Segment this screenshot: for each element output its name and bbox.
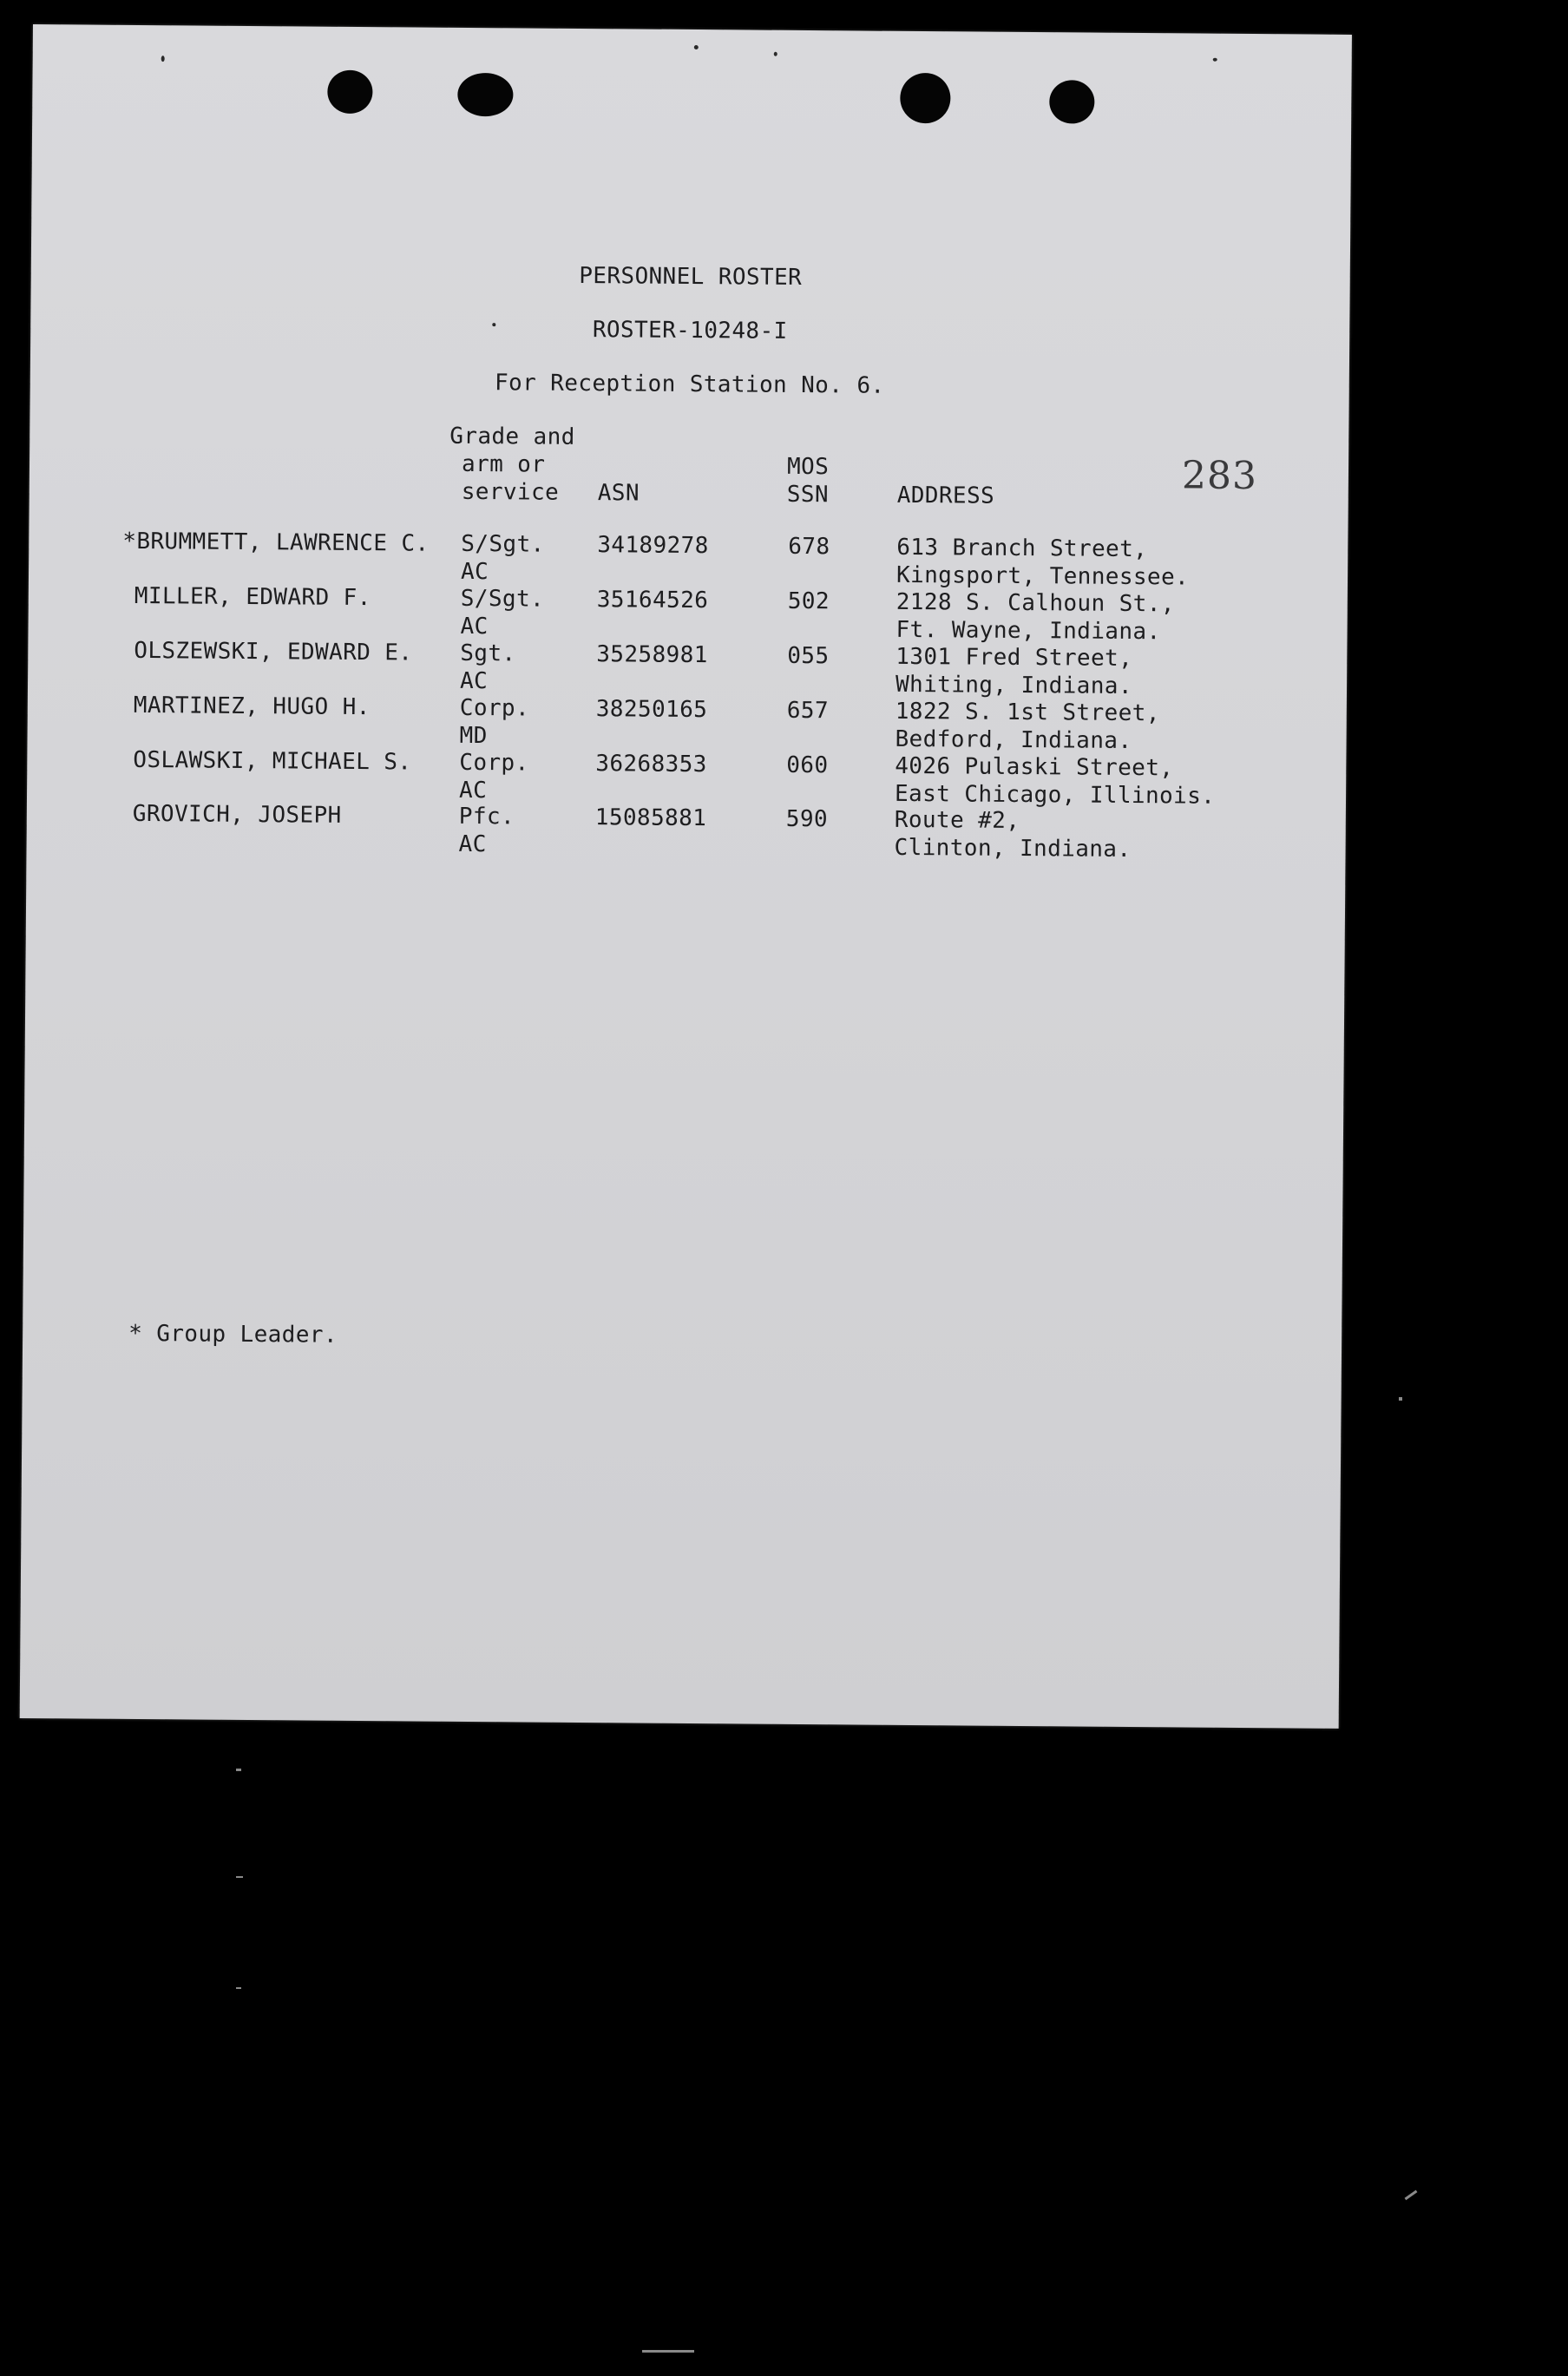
speck <box>161 56 165 62</box>
speck <box>694 45 699 49</box>
row-address-line2: Ft. Wayne, Indiana. <box>896 616 1161 646</box>
dust-mark <box>642 2350 694 2353</box>
col-grade-line1: Grade and <box>449 423 575 450</box>
row-mos: 055 <box>787 642 830 670</box>
row-arm: AC <box>460 558 489 586</box>
row-name: GROVICH, JOSEPH <box>132 800 342 829</box>
row-grade: S/Sgt. <box>460 585 545 613</box>
row-asn: 34189278 <box>597 532 709 560</box>
row-mos: 590 <box>785 805 829 833</box>
row-asn: 35164526 <box>596 587 709 614</box>
row-address-line1: 1822 S. 1st Street, <box>895 698 1160 727</box>
row-grade: Corp. <box>459 749 529 777</box>
document-page <box>20 24 1352 1729</box>
row-name: OSLAWSKI, MICHAEL S. <box>133 746 412 776</box>
row-name: MILLER, EDWARD F. <box>134 582 371 612</box>
row-address-line2: East Chicago, Illinois. <box>894 780 1216 810</box>
col-grade-line3: service <box>461 478 560 506</box>
row-name: MARTINEZ, HUGO H. <box>133 692 371 721</box>
row-address-line2: Whiting, Indiana. <box>895 671 1133 699</box>
roster-number: ROSTER-10248-I <box>592 317 788 345</box>
dust-mark <box>236 1769 241 1771</box>
row-arm: AC <box>460 613 489 640</box>
row-mos: 060 <box>786 752 829 779</box>
row-address-line1: 613 Branch Street, <box>896 534 1148 563</box>
col-mos: MOS <box>786 453 830 481</box>
row-mos: 502 <box>787 587 830 615</box>
dust-mark <box>1399 1397 1402 1401</box>
punch-hole <box>457 73 513 117</box>
page-title: PERSONNEL ROSTER <box>579 262 803 291</box>
row-asn: 38250165 <box>595 696 708 724</box>
row-arm: AC <box>458 777 488 804</box>
punch-hole <box>900 73 950 123</box>
speck <box>1213 58 1217 62</box>
row-grade: Sgt. <box>460 640 516 667</box>
station-line: For Reception Station No. 6. <box>494 370 885 399</box>
row-grade: Pfc. <box>458 803 515 830</box>
row-asn: 36268353 <box>595 751 707 778</box>
row-asn: 35258981 <box>596 641 708 669</box>
row-address-line1: 2128 S. Calhoun St., <box>896 588 1175 618</box>
punch-hole <box>1049 80 1094 123</box>
row-mos: 657 <box>786 697 830 725</box>
row-address-line1: 4026 Pulaski Street, <box>895 752 1174 782</box>
dust-mark <box>236 1876 243 1878</box>
punch-hole <box>327 70 372 114</box>
row-address-line1: Route #2, <box>894 806 1020 834</box>
row-asn: 15085881 <box>594 804 707 832</box>
col-asn: ASN <box>597 480 640 507</box>
row-grade: S/Sgt. <box>461 530 545 558</box>
col-grade-line2: arm or <box>461 450 546 478</box>
row-mos: 678 <box>788 533 830 561</box>
row-grade: Corp. <box>459 694 530 722</box>
row-address-line2: Bedford, Indiana. <box>895 725 1132 754</box>
page-number: 283 <box>1181 453 1258 499</box>
row-address-line1: 1301 Fred Street, <box>896 643 1133 672</box>
dust-mark <box>236 1987 241 1989</box>
col-ssn: SSN <box>786 481 830 509</box>
row-name: OLSZEWSKI, EDWARD E. <box>134 637 413 666</box>
row-name: *BRUMMETT, LAWRENCE C. <box>122 528 430 557</box>
row-arm: AC <box>458 830 487 858</box>
dust-mark <box>1405 2190 1418 2201</box>
speck <box>774 52 777 56</box>
footnote: * Group Leader. <box>128 1320 338 1349</box>
row-address-line2: Clinton, Indiana. <box>894 834 1132 863</box>
row-arm: MD <box>459 722 488 750</box>
row-address-line2: Kingsport, Tennessee. <box>896 561 1190 591</box>
col-address: ADDRESS <box>896 482 995 509</box>
row-arm: AC <box>459 667 489 695</box>
